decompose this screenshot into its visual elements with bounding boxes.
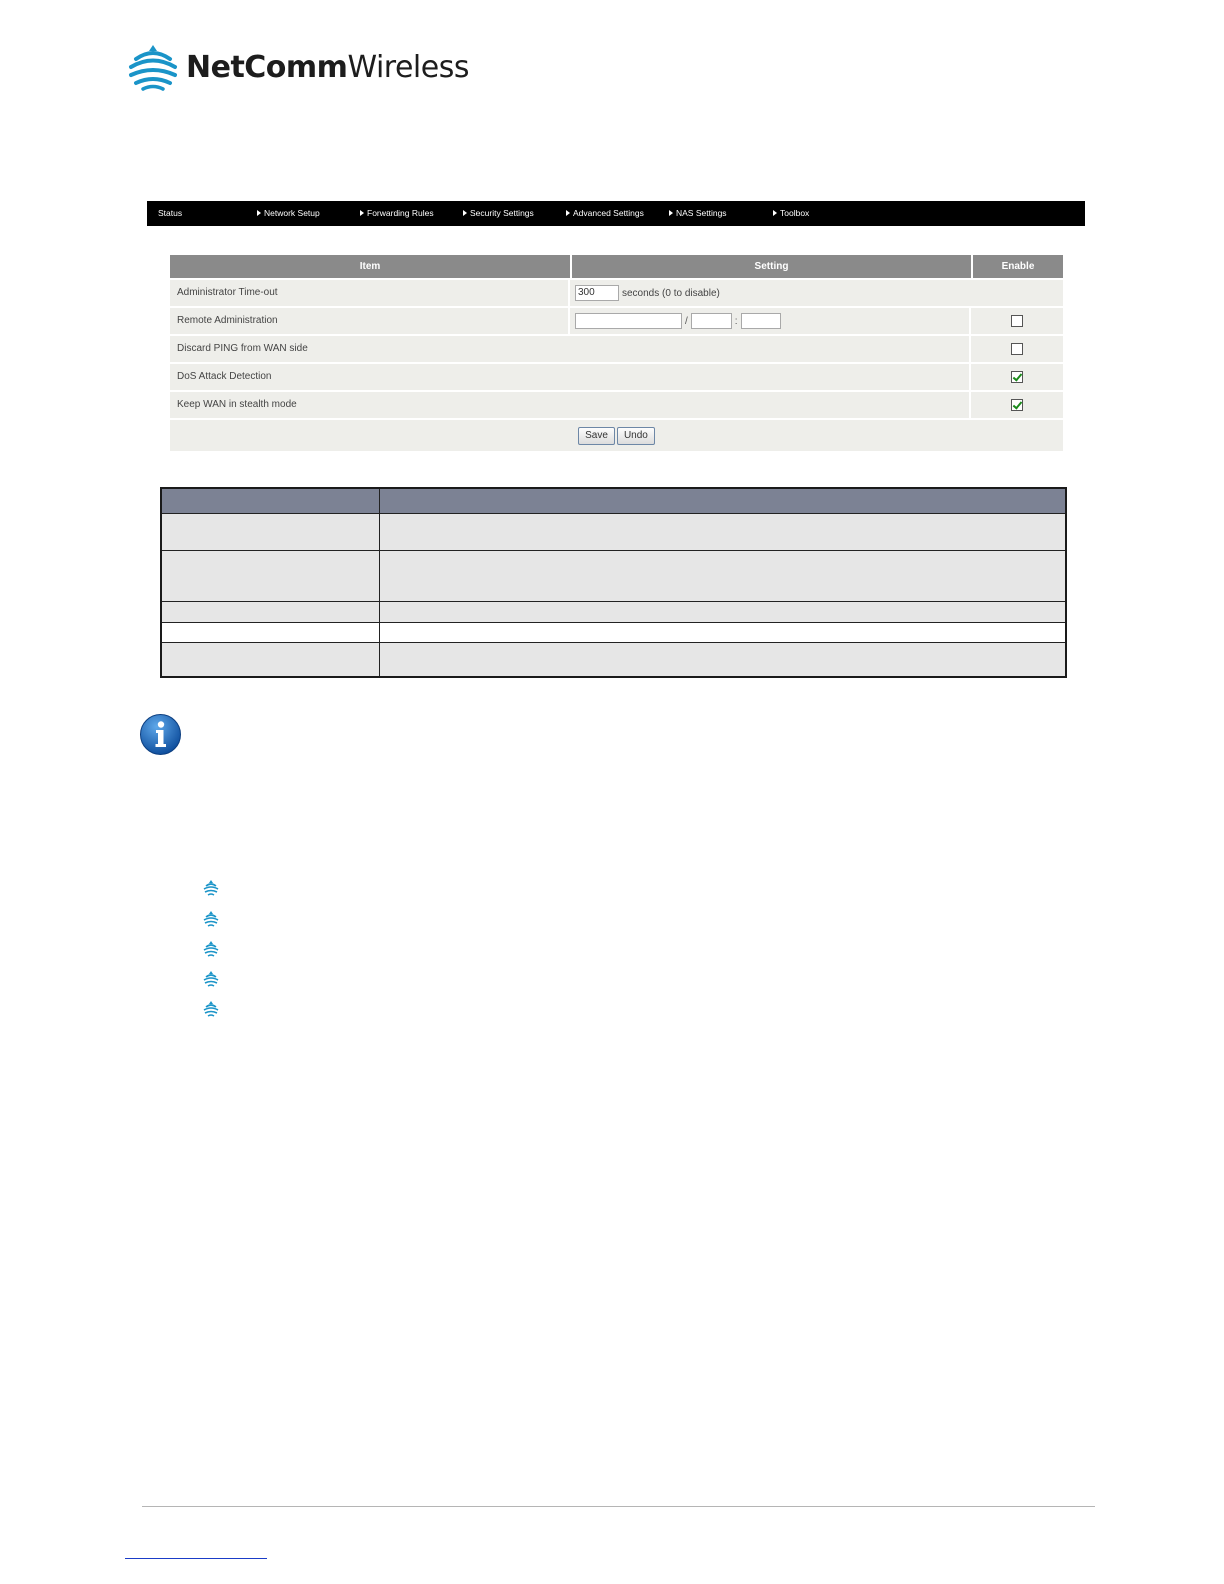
dos-detection-enable-cell [971, 364, 1063, 390]
nav-nas-settings-label: NAS Settings [676, 208, 727, 218]
row-remote-admin [170, 308, 1063, 334]
discard-ping-label: Discard PING from WAN side [170, 336, 971, 362]
nav-toolbox[interactable] [773, 201, 809, 226]
nav-security-settings-label: Security Settings [470, 208, 534, 218]
description-row [162, 514, 1065, 551]
description-cell [380, 514, 1065, 550]
brand-name [186, 50, 469, 85]
info-icon [139, 713, 182, 761]
admin-timeout-label: Administrator Time-out [170, 280, 570, 306]
nav-toolbox-label: Toolbox [780, 208, 810, 218]
nav-nas-settings[interactable] [669, 201, 727, 226]
remote-admin-label: Remote Administration [170, 308, 570, 334]
discard-ping-enable-cell [971, 336, 1063, 362]
remote-admin-mask-separator: / [685, 315, 688, 327]
remote-admin-checkbox[interactable] [1011, 315, 1023, 327]
nav-status-label: Status [158, 208, 183, 218]
wifi-bullet-icon [203, 941, 219, 962]
description-row [162, 602, 1065, 623]
wifi-logo-icon [128, 43, 178, 91]
description-cell [162, 551, 380, 601]
footer-link-underline[interactable] [125, 1558, 267, 1559]
stealth-mode-label: Keep WAN in stealth mode [170, 392, 971, 418]
description-row [162, 551, 1065, 602]
table-header [170, 255, 1063, 278]
description-cell [380, 623, 1065, 642]
remote-admin-ip-input[interactable] [575, 313, 682, 329]
nav-advanced-settings[interactable] [566, 201, 644, 226]
wifi-bullet-icon [203, 1001, 219, 1022]
description-header-right [380, 489, 1065, 513]
admin-timeout-setting [570, 280, 1063, 306]
brand-name-regular: Wireless [347, 49, 469, 85]
nav-arrow-icon [360, 210, 364, 216]
main-nav-bar [147, 201, 1085, 226]
description-cell [162, 514, 380, 550]
remote-admin-setting [570, 308, 971, 334]
description-table [160, 487, 1067, 678]
form-actions [170, 420, 1063, 451]
remote-admin-mask-input[interactable] [691, 313, 732, 329]
dos-detection-checkbox[interactable] [1011, 371, 1023, 383]
nav-network-setup[interactable] [257, 201, 320, 226]
undo-button[interactable]: Undo [617, 427, 655, 445]
description-row [162, 623, 1065, 643]
remote-admin-port-separator: : [734, 315, 738, 327]
nav-status[interactable] [158, 201, 182, 226]
description-cell [380, 551, 1065, 601]
security-settings-table [170, 255, 1063, 451]
description-cell [380, 643, 1065, 676]
stealth-mode-checkbox[interactable] [1011, 399, 1023, 411]
brand-name-bold: NetComm [186, 49, 348, 85]
admin-timeout-hint: seconds (0 to disable) [622, 287, 720, 299]
admin-timeout-input[interactable]: 300 [575, 285, 619, 301]
nav-security-settings[interactable] [463, 201, 534, 226]
header-enable: Enable [973, 255, 1063, 278]
nav-forwarding-rules-label: Forwarding Rules [367, 208, 434, 218]
stealth-mode-enable-cell [971, 392, 1063, 418]
discard-ping-checkbox[interactable] [1011, 343, 1023, 355]
description-cell [162, 623, 380, 642]
row-stealth-mode [170, 392, 1063, 418]
wifi-bullet-icon [203, 971, 219, 992]
description-row [162, 643, 1065, 676]
nav-arrow-icon [773, 210, 777, 216]
nav-network-setup-label: Network Setup [264, 208, 320, 218]
nav-arrow-icon [257, 210, 261, 216]
description-header-row [162, 489, 1065, 514]
nav-arrow-icon [463, 210, 467, 216]
row-discard-ping [170, 336, 1063, 362]
row-admin-timeout [170, 280, 1063, 306]
brand-logo [128, 42, 469, 92]
description-cell [162, 602, 380, 622]
wifi-bullet-icon [203, 911, 219, 932]
remote-admin-port-input[interactable] [741, 313, 781, 329]
row-dos-detection [170, 364, 1063, 390]
description-header-left [162, 489, 380, 513]
wifi-bullet-icon [203, 880, 219, 901]
header-item: Item [170, 255, 570, 278]
nav-arrow-icon [669, 210, 673, 216]
description-cell [380, 602, 1065, 622]
save-button[interactable]: Save [578, 427, 615, 445]
dos-detection-label: DoS Attack Detection [170, 364, 971, 390]
description-cell [162, 643, 380, 676]
remote-admin-enable-cell [971, 308, 1063, 334]
nav-arrow-icon [566, 210, 570, 216]
nav-advanced-settings-label: Advanced Settings [573, 208, 644, 218]
nav-forwarding-rules[interactable] [360, 201, 434, 226]
header-setting: Setting [572, 255, 971, 278]
footer-divider [142, 1506, 1095, 1507]
